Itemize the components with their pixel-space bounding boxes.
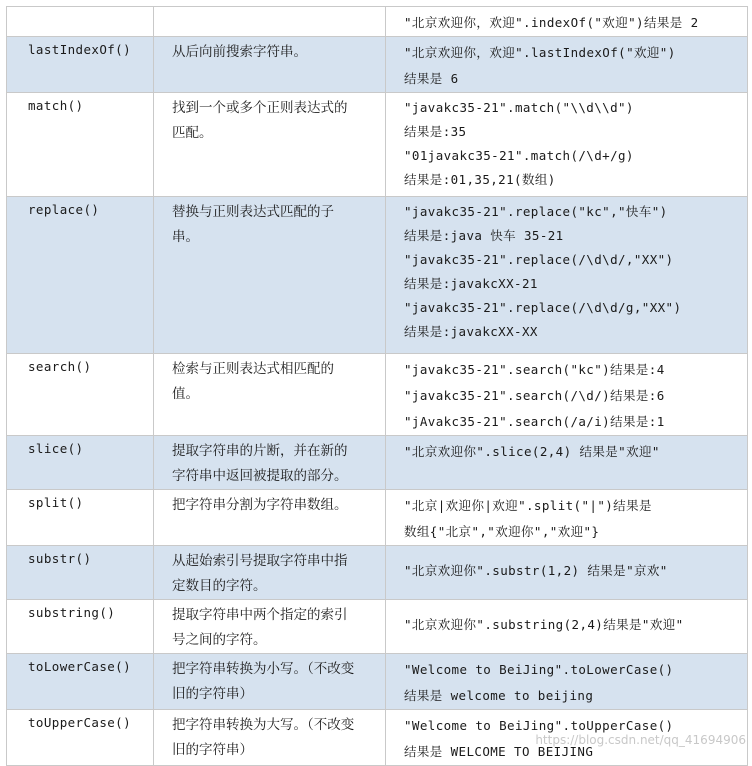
description-cell xyxy=(154,600,386,654)
example-line: "javakc35-21".replace("kc","快车") xyxy=(404,204,668,219)
example-line: 结果是:01,35,21(数组) xyxy=(404,172,556,187)
table-row xyxy=(7,93,748,197)
method-name: substring() xyxy=(28,605,116,620)
example-cell xyxy=(386,7,748,37)
method-name: search() xyxy=(28,359,92,374)
method-cell xyxy=(7,490,154,546)
example-line: "北京欢迎你".substring(2,4)结果是"欢迎" xyxy=(404,617,684,632)
method-cell xyxy=(7,546,154,600)
method-cell xyxy=(7,436,154,490)
method-cell xyxy=(7,600,154,654)
example-line: "Welcome to BeiJing".toUpperCase() xyxy=(404,718,674,733)
description-line: 旧的字符串） xyxy=(172,686,253,702)
example-cell xyxy=(386,354,748,436)
method-name: split() xyxy=(28,495,84,510)
description-line: 把字符串转换为小写。（不改变 xyxy=(172,661,355,677)
method-name: toLowerCase() xyxy=(28,659,132,674)
description-line: 提取字符串的片断，并在新的 xyxy=(172,443,348,459)
table-row xyxy=(7,654,748,710)
method-name: match() xyxy=(28,98,84,113)
method-name: toUpperCase() xyxy=(28,715,132,730)
table-row xyxy=(7,546,748,600)
example-line: 结果是:javakcXX-21 xyxy=(404,276,538,291)
description-line: 旧的字符串） xyxy=(172,742,253,758)
example-line: 结果是 welcome to beijing xyxy=(404,688,594,703)
example-line: "javakc35-21".match("\\d\\d") xyxy=(404,100,634,115)
description-cell xyxy=(154,436,386,490)
table-row xyxy=(7,600,748,654)
example-line: "北京|欢迎你|欢迎".split("|")结果是 xyxy=(404,498,652,513)
example-cell xyxy=(386,490,748,546)
example-cell xyxy=(386,436,748,490)
method-name: replace() xyxy=(28,202,100,217)
description-cell xyxy=(154,7,386,37)
description-cell xyxy=(154,37,386,93)
example-line: 结果是 6 xyxy=(404,71,459,86)
method-cell xyxy=(7,710,154,766)
method-cell xyxy=(7,654,154,710)
example-line: "北京欢迎你".substr(1,2) 结果是"京欢" xyxy=(404,563,668,578)
example-cell xyxy=(386,93,748,197)
example-line: "01javakc35-21".match(/\d+/g) xyxy=(404,148,634,163)
table-row xyxy=(7,37,748,93)
method-name: substr() xyxy=(28,551,92,566)
description-line: 定数目的字符。 xyxy=(172,578,267,594)
method-name: lastIndexOf() xyxy=(28,42,132,57)
watermark: https://blog.csdn.net/qq_41694906 xyxy=(535,733,746,747)
description-line: 把字符串转换为大写。（不改变 xyxy=(172,717,355,733)
example-cell xyxy=(386,654,748,710)
example-cell xyxy=(386,197,748,354)
example-line: "javakc35-21".replace(/\d\d/,"XX") xyxy=(404,252,674,267)
example-line: "北京欢迎你".slice(2,4) 结果是"欢迎" xyxy=(404,444,660,459)
example-line: "javakc35-21".search("kc")结果是:4 xyxy=(404,362,665,377)
example-line: "javakc35-21".replace(/\d\d/g,"XX") xyxy=(404,300,682,315)
description-line: 值。 xyxy=(172,386,199,402)
example-line: 结果是:35 xyxy=(404,124,467,139)
example-line: "Welcome to BeiJing".toLowerCase() xyxy=(404,662,674,677)
description-line: 从后向前搜索字符串。 xyxy=(172,44,307,60)
description-line: 字符串中返回被提取的部分。 xyxy=(172,468,348,484)
description-cell xyxy=(154,93,386,197)
method-name xyxy=(7,7,153,12)
method-name: slice() xyxy=(28,441,84,456)
description-cell xyxy=(154,710,386,766)
description-line: 找到一个或多个正则表达式的 xyxy=(172,100,348,116)
method-cell xyxy=(7,7,154,37)
description-line: 替换与正则表达式匹配的子 xyxy=(172,204,334,220)
description-cell xyxy=(154,197,386,354)
table-row xyxy=(7,354,748,436)
example-cell xyxy=(386,37,748,93)
table-row xyxy=(7,436,748,490)
example-line: "jAvakc35-21".search(/a/i)结果是:1 xyxy=(404,414,665,429)
method-cell xyxy=(7,354,154,436)
example-line: "北京欢迎你，欢迎".indexOf("欢迎")结果是 2 xyxy=(404,15,699,30)
description-line: 匹配。 xyxy=(172,125,213,141)
description-line: 从起始索引号提取字符串中指 xyxy=(172,553,348,569)
method-cell xyxy=(7,197,154,354)
table-row xyxy=(7,490,748,546)
description-cell xyxy=(154,546,386,600)
example-line: 结果是:java 快车 35-21 xyxy=(404,228,564,243)
method-cell xyxy=(7,37,154,93)
table-body xyxy=(7,7,748,766)
table-row xyxy=(7,7,748,37)
example-cell xyxy=(386,600,748,654)
table-row xyxy=(7,197,748,354)
example-cell xyxy=(386,546,748,600)
example-line: 结果是:javakcXX-XX xyxy=(404,324,538,339)
example-line: 结果是 WELCOME TO BEIJING xyxy=(404,744,594,759)
description-line: 检索与正则表达式相匹配的 xyxy=(172,361,334,377)
description-line: 提取字符串中两个指定的索引 xyxy=(172,607,348,623)
example-line: "北京欢迎你，欢迎".lastIndexOf("欢迎") xyxy=(404,45,676,60)
example-line: 数组{"北京","欢迎你","欢迎"} xyxy=(404,524,600,539)
description-line: 串。 xyxy=(172,229,199,245)
example-line: "javakc35-21".search(/\d/)结果是:6 xyxy=(404,388,665,403)
string-methods-table xyxy=(6,6,748,766)
method-cell xyxy=(7,93,154,197)
description-line: 把字符串分割为字符串数组。 xyxy=(172,497,348,513)
description-line: 号之间的字符。 xyxy=(172,632,267,648)
description-cell xyxy=(154,354,386,436)
description-cell xyxy=(154,654,386,710)
description-cell xyxy=(154,490,386,546)
